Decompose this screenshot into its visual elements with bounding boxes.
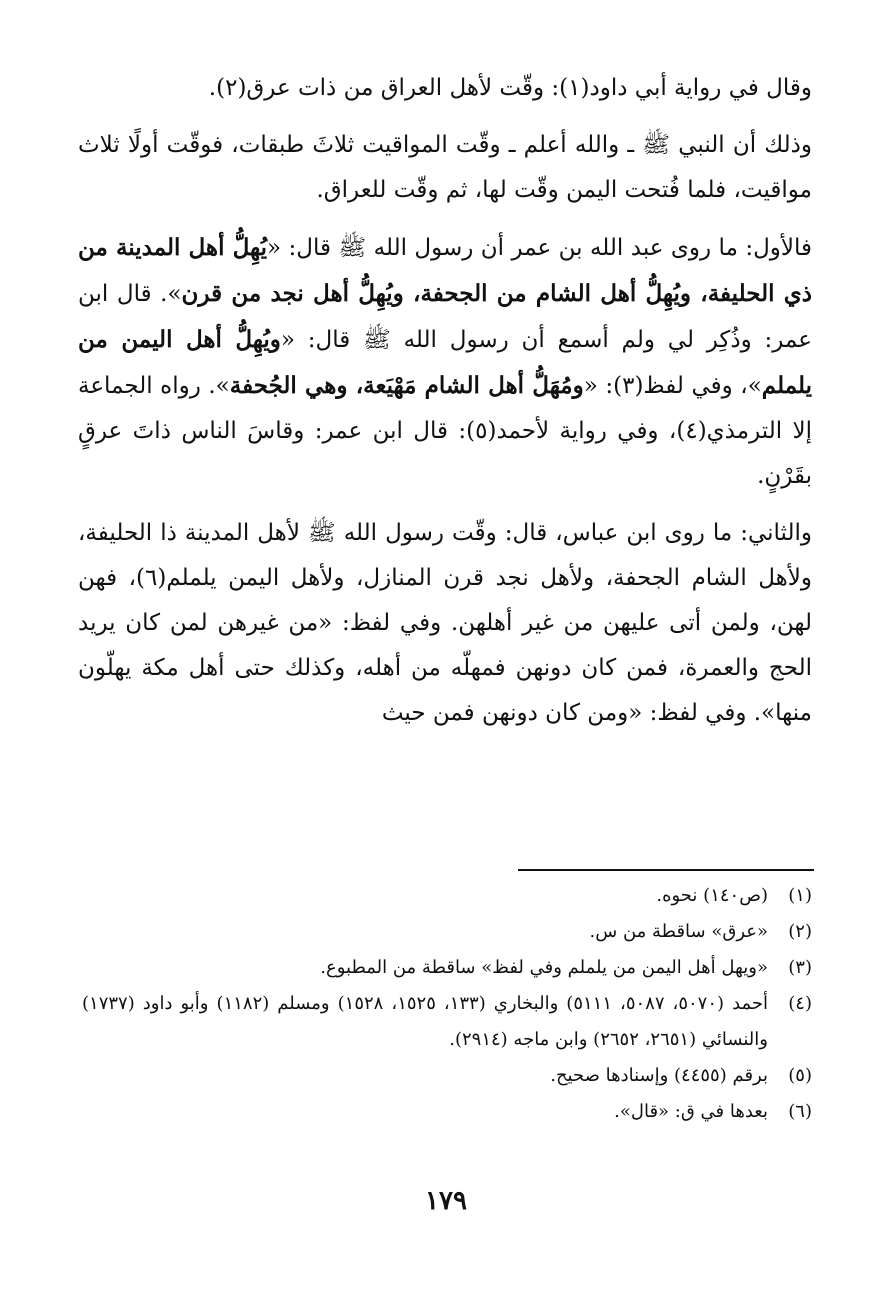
footnote-number: (٣) xyxy=(788,957,812,978)
footnote xyxy=(82,878,812,914)
footnote-number: (٢) xyxy=(788,921,812,942)
paragraph-2: وذلك أن النبي ﷺ ـ والله أعلم ـ وقّت المواقيت ثلاثَ طبقات، فوقّت أولًا ثلاث مواقيت، فلما فُتحت اليمن وقّت لها، ثم وقّت للعراق. xyxy=(78,132,812,203)
footnote-number: (٦) xyxy=(788,1101,812,1122)
paragraph-4: والثاني: ما روى ابن عباس، قال: وقّت رسول الله ﷺ لأهل المدينة ذا الحليفة، ولأهل الشام الجحفة، ولأهل نجد قرن المنازل، ولأهل اليمن يلملم(٦)، فهن لهن، ولمن أتى عليهن من غير أهلهن. وفي لفظ: «من غيرهن لمن كان يريد الحج والعمرة، فمن كان دونهن فمهلّه من أهله، وكذلك حتى أهل مكة يهلّون منها». وفي لفظ: «ومن كان دونهن فمن حيث xyxy=(78,520,813,726)
paragraph-1: وقال في رواية أبي داود(١): وقّت لأهل العراق من ذات عرق(٢). xyxy=(208,75,812,101)
footnote-number: (٥) xyxy=(788,1065,812,1086)
footnote-text: بعدها في ق: «قال». xyxy=(614,1101,768,1122)
footnote-text: «عرق» ساقطة من س. xyxy=(589,921,768,942)
paragraph-3-text: ». قال ابن عمر: وذُكِر لي ولم أسمع أن رسول الله ﷺ قال: « xyxy=(78,281,812,353)
footnote xyxy=(82,950,812,986)
footnote-text: (ص١٤٠) نحوه. xyxy=(656,885,768,906)
footnote xyxy=(82,914,812,950)
paragraph-3-text: فالأول: ما روى عبد الله بن عمر أن رسول الله ﷺ قال: « xyxy=(267,235,813,261)
footnote-number: (٤) xyxy=(788,993,812,1014)
footnote-text: برقم (٤٤٥٥) وإسنادها صحيح. xyxy=(550,1065,768,1086)
main-text xyxy=(78,66,812,746)
footnote xyxy=(82,1058,812,1094)
hadith-quote: يُهِلُّ أهل المدينة من ذي الحليفة، ويُهِلُّ أهل الشام من الجحفة، ويُهِلُّ أهل نجد من قرن xyxy=(78,234,812,307)
footnotes xyxy=(82,878,812,1130)
footnote xyxy=(82,986,812,1058)
paragraph-3-text: ». رواه الجماعة إلا الترمذي(٤)، وفي رواية لأحمد(٥): قال ابن عمر: وقاسَ الناس ذاتَ عرقٍ بقَرْنٍ. xyxy=(78,373,813,489)
hadith-quote: ويُهِلُّ أهل اليمن من يلملم xyxy=(78,326,813,399)
paragraph-3-text: »، وفي لفظ(٣): « xyxy=(583,373,762,399)
footnote-text: «ويهل أهل اليمن من يلملم وفي لفظ» ساقطة من المطبوع. xyxy=(320,957,768,978)
paragraph-3 xyxy=(78,225,812,499)
footnote xyxy=(82,1094,812,1130)
page-number: ١٧٩ xyxy=(425,1186,467,1216)
footnote-number: (١) xyxy=(788,885,812,906)
footnote-text: أحمد (٥٠٧٠، ٥٠٨٧، ٥١١١) والبخاري (١٣٣، ١٥٢٥، ١٥٢٨) ومسلم (١١٨٢) وأبو داود (١٧٣٧) والنسائي (٢٦٥١، ٢٦٥٢) وابن ماجه (٢٩١٤). xyxy=(82,993,769,1050)
footnote-divider xyxy=(518,869,814,871)
hadith-quote: ومُهَلُّ أهل الشام مَهْيَعة، وهي الجُحفة xyxy=(229,372,584,399)
